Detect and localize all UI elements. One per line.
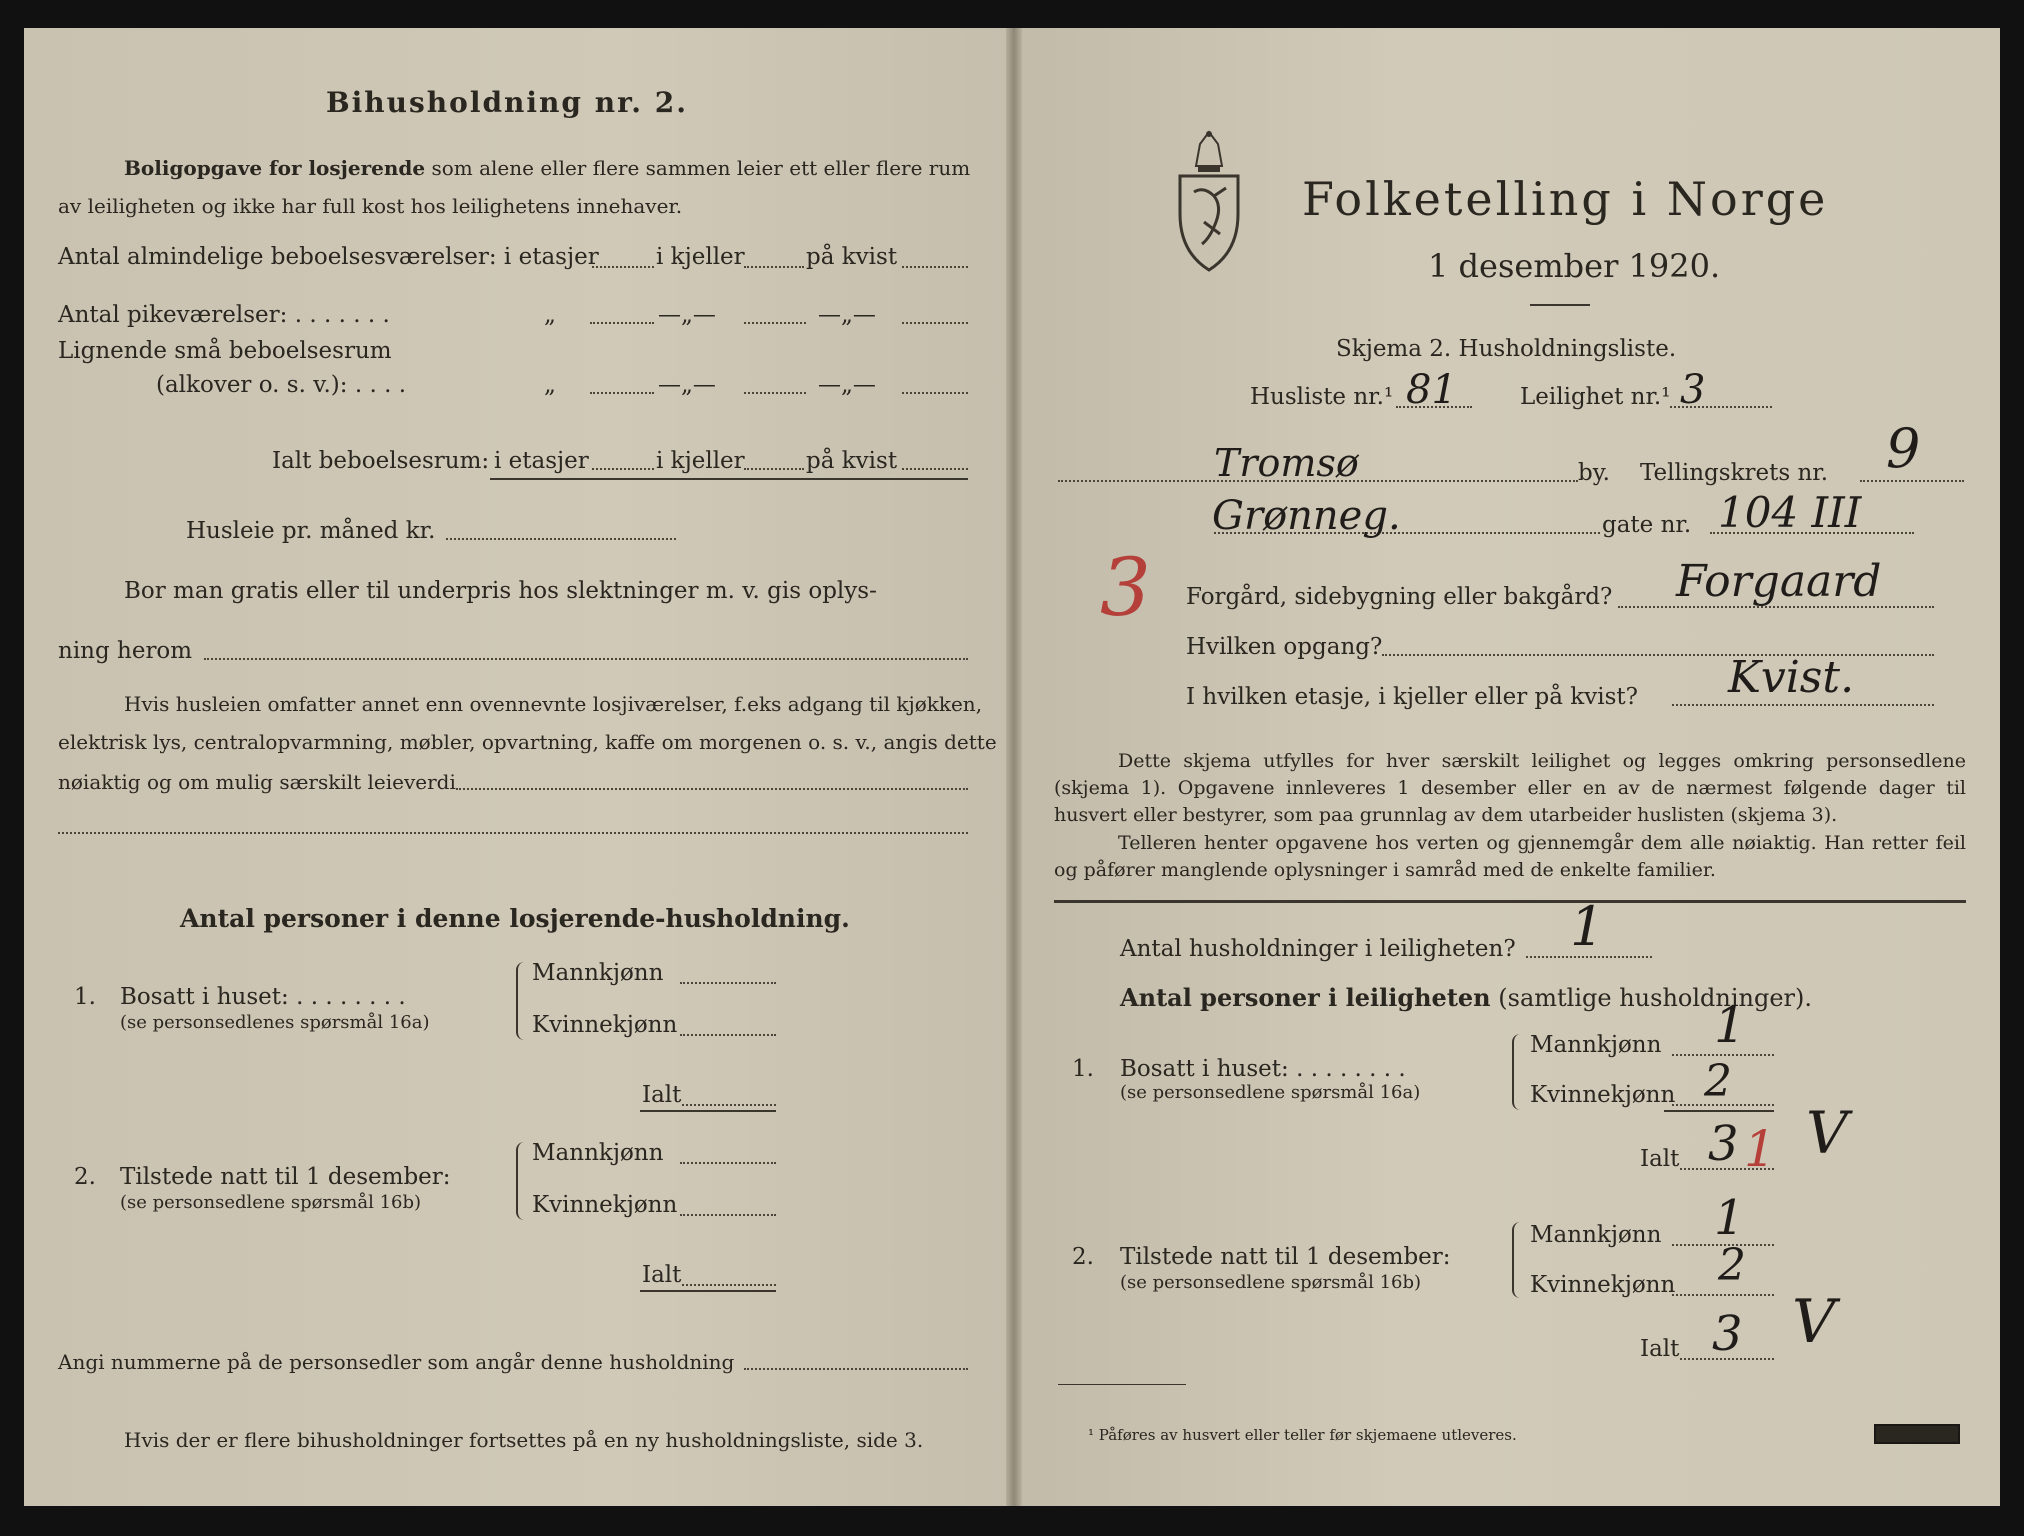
small-cellar-ditto: —„— — [658, 372, 716, 398]
total-rooms-underline — [490, 478, 968, 480]
right-persons-title-bold: Antal personer i leiligheten — [1120, 983, 1491, 1012]
free-label-2: ning herom — [58, 638, 193, 664]
small-floors-field[interactable] — [590, 392, 654, 394]
rooms-label: Antal almindelige beboelsesværelser: i etasjer — [58, 244, 599, 270]
left-q2-brace — [516, 1142, 528, 1220]
left-q1-number: 1. — [74, 984, 96, 1010]
maid-floors-field[interactable] — [590, 322, 654, 324]
right-q2-total-value: 3 — [1712, 1306, 1743, 1362]
census-title: Folketelling i Norge — [1302, 172, 1829, 226]
maid-rooms-label: Antal pikeværelser: . . . . . . . — [58, 302, 390, 328]
yard-label: Forgård, sidebygning eller bakgård? — [1186, 584, 1613, 610]
krets-field[interactable] — [1860, 480, 1964, 482]
left-persons-title: Antal personer i denne losjerende-husholdning. — [180, 904, 850, 933]
right-q2-female-label: Kvinnekjønn — [1530, 1272, 1676, 1298]
left-q1-female-label: Kvinnekjønn — [532, 1012, 678, 1038]
floor-field[interactable] — [1672, 704, 1934, 706]
maid-ditto: „ — [544, 302, 556, 328]
page-fold — [1006, 28, 1022, 1506]
husliste-label: Husliste nr.¹ — [1250, 384, 1394, 410]
small-attic-field[interactable] — [902, 392, 968, 394]
right-q1-male-label: Mannkjønn — [1530, 1032, 1662, 1058]
households-value: 1 — [1570, 895, 1605, 958]
maid-cellar-ditto: —„— — [658, 302, 716, 328]
right-q1-female-label: Kvinnekjønn — [1530, 1082, 1676, 1108]
small-cellar-field[interactable] — [744, 392, 806, 394]
rooms-floors-field[interactable] — [592, 266, 654, 268]
free-field[interactable] — [204, 658, 968, 660]
right-q1-total-label: Ialt — [1640, 1146, 1680, 1172]
left-q1-brace — [516, 962, 528, 1040]
right-q1-brace — [1512, 1034, 1524, 1110]
right-q1-label: Bosatt i huset: . . . . . . . . — [1120, 1056, 1406, 1082]
right-q1-number: 1. — [1072, 1056, 1094, 1082]
total-rooms-label: Ialt beboelsesrum: — [272, 448, 490, 474]
footnote: ¹ Påføres av husvert eller teller før skjemaene utleveres. — [1088, 1426, 1517, 1444]
right-q1-red-correction: 1 — [1744, 1120, 1776, 1178]
left-q1-total-label: Ialt — [642, 1082, 682, 1108]
left-q2-total-underline — [640, 1290, 776, 1292]
includes-line-2: elektrisk lys, centralopvarmning, møbler, opvartning, kaffe om morgenen o. s. v., angis dette — [58, 730, 997, 754]
includes-field-2[interactable] — [58, 832, 968, 834]
total-attic-label: på kvist — [806, 448, 898, 474]
left-q1-total-field[interactable] — [682, 1104, 776, 1106]
intro-line-1 — [124, 158, 970, 178]
rooms-cellar-label: i kjeller — [656, 244, 745, 270]
right-q2-number: 2. — [1072, 1244, 1094, 1270]
right-q2-female-value: 2 — [1718, 1240, 1746, 1291]
leilighet-value: 3 — [1680, 367, 1706, 413]
maid-attic-field[interactable] — [902, 322, 968, 324]
right-persons-title — [1120, 983, 1813, 1012]
left-q2-number: 2. — [74, 1164, 96, 1190]
small-ditto: „ — [544, 372, 556, 398]
city-value: Tromsø — [1214, 441, 1359, 485]
right-q1-sub: (se personsedlene spørsmål 16a) — [1120, 1082, 1421, 1103]
entrance-label: Hvilken opgang? — [1186, 634, 1383, 660]
left-q2-sub: (se personsedlene spørsmål 16b) — [120, 1192, 422, 1213]
includes-line-3: nøiaktig og om mulig særskilt leieverdi — [58, 770, 456, 794]
yard-value: Forgaard — [1676, 556, 1882, 607]
floor-label: I hvilken etasje, i kjeller eller på kvist? — [1186, 684, 1638, 710]
left-q2-total-label: Ialt — [642, 1262, 682, 1288]
krets-label: Tellingskrets nr. — [1640, 460, 1829, 486]
left-q1-label: Bosatt i huset: . . . . . . . . — [120, 984, 406, 1010]
rooms-cellar-field[interactable] — [744, 266, 804, 268]
left-q1-female-field[interactable] — [680, 1034, 776, 1036]
red-ink-mark: 3 — [1100, 541, 1151, 634]
left-q2-female-label: Kvinnekjønn — [532, 1192, 678, 1218]
total-cellar-label: i kjeller — [656, 448, 745, 474]
rent-field[interactable] — [446, 538, 676, 540]
households-label: Antal husholdninger i leiligheten? — [1120, 936, 1516, 962]
left-q2-female-field[interactable] — [680, 1214, 776, 1216]
right-q2-female-field[interactable] — [1672, 1294, 1774, 1296]
rooms-attic-field[interactable] — [902, 266, 968, 268]
intro-rest: som alene eller flere sammen leier ett eller flere rum — [431, 156, 971, 180]
intro-line-2: av leiligheten og ikke har full kost hos leilighetens innehaver. — [58, 194, 683, 218]
gate-label: gate nr. — [1602, 512, 1692, 538]
total-attic-field[interactable] — [902, 468, 968, 470]
right-q2-label: Tilstede natt til 1 desember: — [1120, 1244, 1451, 1270]
left-q1-total-underline — [640, 1110, 776, 1112]
maid-cellar-field[interactable] — [744, 322, 806, 324]
left-q2-label: Tilstede natt til 1 desember: — [120, 1164, 451, 1190]
continued-note: Hvis der er flere bihusholdninger fortsettes på en ny husholdningsliste, side 3. — [124, 1428, 924, 1452]
right-q1-female-underline — [1664, 1110, 1774, 1112]
intro-bold: Boligopgave for losjerende — [124, 156, 426, 180]
right-q1-total-value: 3 — [1708, 1116, 1739, 1172]
total-floors-label: i etasjer — [494, 448, 589, 474]
maid-attic-ditto: —„— — [818, 302, 876, 328]
printer-stamp — [1874, 1424, 1960, 1444]
form-label: Skjema 2. Husholdningsliste. — [1336, 336, 1677, 362]
left-q2-male-field[interactable] — [680, 1162, 776, 1164]
numbers-field[interactable] — [744, 1368, 968, 1370]
street-value: Grønneg. — [1212, 493, 1401, 539]
right-q1-check-mark: V — [1806, 1099, 1848, 1167]
left-q2-male-label: Mannkjønn — [532, 1140, 664, 1166]
left-title: Bihusholdning nr. 2. — [326, 86, 688, 119]
left-q2-total-field[interactable] — [682, 1284, 776, 1286]
right-q1-female-value: 2 — [1704, 1056, 1732, 1107]
krets-value: 9 — [1886, 417, 1921, 480]
right-q2-brace — [1512, 1222, 1524, 1298]
gate-value: 104 III — [1718, 488, 1862, 537]
right-q2-sub: (se personsedlene spørsmål 16b) — [1120, 1272, 1422, 1293]
husliste-value: 81 — [1406, 367, 1457, 413]
total-floors-field[interactable] — [592, 468, 654, 470]
footnote-rule — [1058, 1384, 1186, 1385]
instructions-rule — [1054, 900, 1966, 903]
city-label: by. — [1578, 460, 1610, 486]
free-label-1: Bor man gratis eller til underpris hos slektninger m. v. gis oplys- — [124, 578, 877, 604]
title-rule — [1530, 304, 1590, 306]
small-attic-ditto: —„— — [818, 372, 876, 398]
left-q1-sub: (se personsedlenes spørsmål 16a) — [120, 1012, 430, 1033]
norwegian-coat-of-arms-icon — [1174, 126, 1244, 274]
right-q2-male-value: 1 — [1714, 1190, 1745, 1246]
numbers-label: Angi nummerne på de personsedler som angår denne husholdning — [58, 1350, 735, 1374]
instructions-1: Dette skjema utfylles for hver særskilt leilighet og legges omkring personsedlene (skjema 1). Opgavene innleveres 1 desember eller en av de nærmest følgende dager til husvert eller bestyrer, som paa grunnlag av dem utarbeider huslisten (skjema 3). — [1054, 750, 1966, 826]
right-q2-check-mark: V — [1792, 1287, 1836, 1357]
includes-line-1: Hvis husleien omfatter annet enn ovennevnte losjiværelser, f.eks adgang til kjøkken, — [124, 692, 983, 716]
floor-value: Kvist. — [1728, 652, 1855, 703]
rent-label: Husleie pr. måned kr. — [186, 518, 436, 544]
total-cellar-field[interactable] — [744, 468, 804, 470]
leilighet-label: Leilighet nr.¹ — [1520, 384, 1671, 410]
right-persons-title-rest: (samtlige husholdninger). — [1498, 984, 1813, 1012]
left-q1-male-field[interactable] — [680, 982, 776, 984]
census-date: 1 desember 1920. — [1428, 247, 1721, 285]
right-q2-total-label: Ialt — [1640, 1336, 1680, 1362]
small-rooms-label-2: (alkover o. s. v.): . . . . — [156, 372, 407, 398]
instructions-2: Telleren henter opgavene hos verten og gjennemgår dem alle nøiaktig. Han retter feil og påfører manglende oplysninger i samråd med de enkelte familier. — [1054, 832, 1966, 881]
right-q1-male-value: 1 — [1714, 996, 1746, 1054]
left-q1-male-label: Mannkjønn — [532, 960, 664, 986]
includes-field-1[interactable] — [456, 788, 968, 790]
rooms-attic-label: på kvist — [806, 244, 898, 270]
small-rooms-label-1: Lignende små beboelsesrum — [58, 338, 392, 364]
right-q2-male-label: Mannkjønn — [1530, 1222, 1662, 1248]
